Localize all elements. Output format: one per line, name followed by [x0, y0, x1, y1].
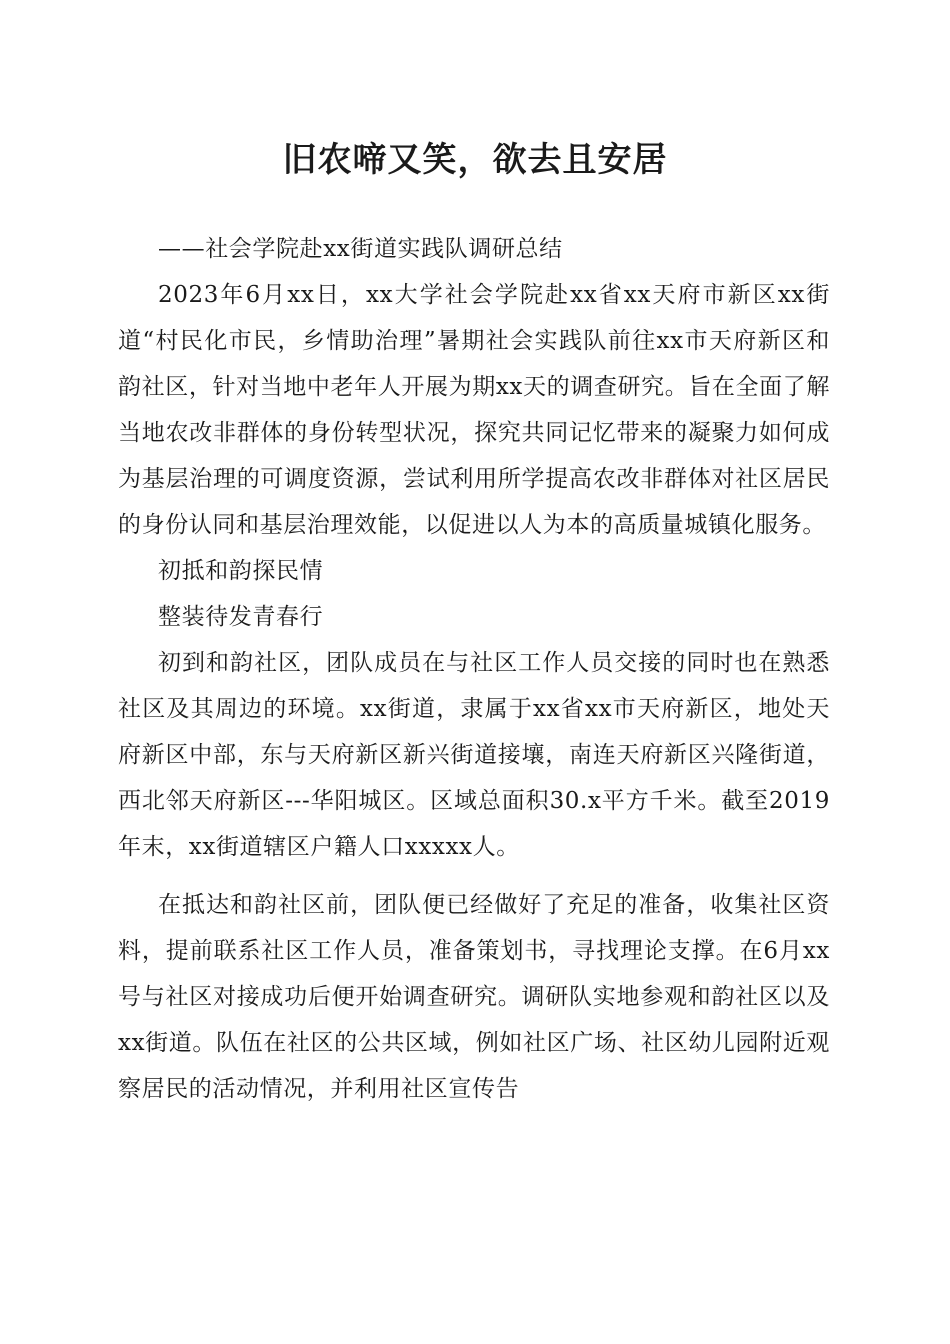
paragraph-research: 在抵达和韵社区前，团队便已经做好了充足的准备，收集社区资料，提前联系社区工作人员，准备策划书，寻找理论支撑。在6月xx号与社区对接成功后便开始调查研究。调研队实地参观和韵社区以及xx街道。队伍在社区的公共区域，例如社区广场、社区幼儿园附近观察居民的活动情况，并利用社区宣传告	[118, 892, 830, 1102]
paragraph-intro: 2023年6月xx日，xx大学社会学院赴xx省xx天府市新区xx街道“村民化市民，乡情助治理”暑期社会实践队前往xx市天府新区和韵社区，针对当地中老年人开展为期xx天的调查研究。旨在全面了解当地农改非群体的身份转型状况，探究共同记忆带来的凝聚力如何成为基层治理的可调度资源，尝试利用所学提高农改非群体对社区居民的身份认同和基层治理效能，以促进以人为本的高质量城镇化服务。	[118, 282, 830, 538]
section-heading: 初抵和韵探民情	[158, 558, 324, 584]
document-body	[118, 226, 830, 1112]
section-subheading: 整装待发青春行	[158, 604, 324, 630]
document-title: 旧农啼又笑，欲去且安居	[282, 140, 668, 180]
subtitle: ——社会学院赴xx街道实践队调研总结	[158, 236, 563, 262]
paragraph-community: 初到和韵社区，团队成员在与社区工作人员交接的同时也在熟悉社区及其周边的环境。xx街道，隶属于xx省xx市天府新区，地处天府新区中部，东与天府新区新兴街道接壤，南连天府新区兴隆街道，西北邻天府新区---华阳城区。区域总面积30.x平方千米。截至2019年末，xx街道辖区户籍人口xxxxx人。	[118, 650, 830, 860]
